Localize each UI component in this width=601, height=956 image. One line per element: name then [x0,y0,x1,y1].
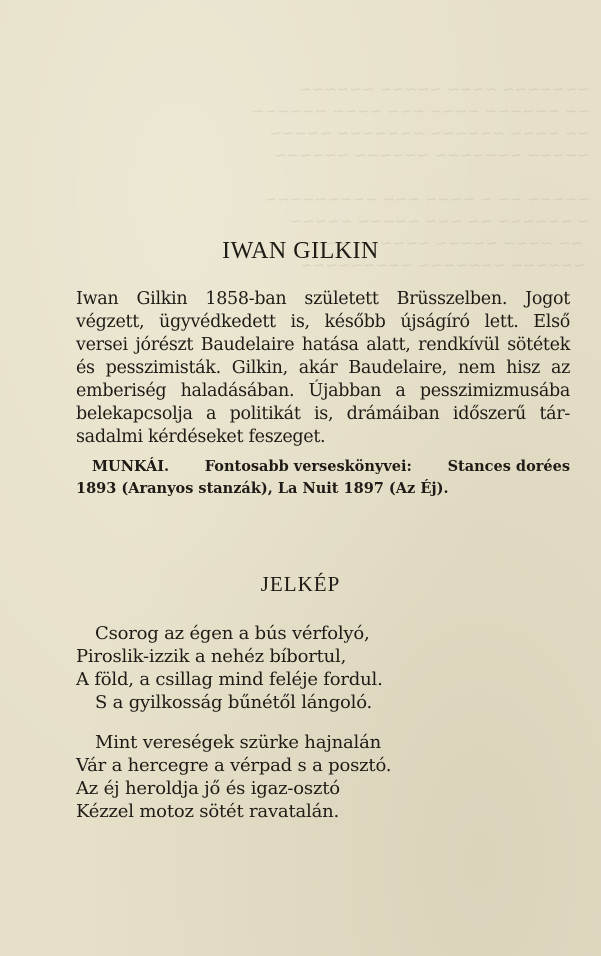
bio-line: versei jórészt Baudelaire hatása alatt, rendkívül sötétek [76,335,570,355]
works-label: MUNKÁI. [92,458,170,475]
poem-stanza-2 [76,731,576,823]
bio-line: és pesszimisták. Gilkin, akár Baudelaire, nem hisz az [76,358,570,378]
section-title: IWAN GILKIN [222,238,379,264]
poem-verse: A föld, a csillag mind feléje fordul. [76,669,383,690]
bio-line: Iwan Gilkin 1858-ban született Brüsszelben. Jogot [76,289,570,309]
bio-line: sadalmi kérdéseket feszeget. [76,427,326,447]
poem-verse: Az éj heroldja jő és igaz-osztó [76,778,340,799]
author-biography [76,288,570,449]
poem-verse: Mint vereségek szürke hajnalán [95,732,382,753]
works-section [76,456,570,500]
bleed-through-texture: ~~~~~~~ ~~~~ ~~~~~ ~~~~~~ ~~ ~~~~~~ ~~~~ ~~~ ~~~~ ~~~~~~ ~~ ~~~~ ~~~~~~ ~~~~~~~ ~~~~~ ~~~~~ ~~~~~~~ ~~~~~~ ~~~~~~ ~~~~~ ~~ ~ ~~~~ ~~~ ~~~~~~~~~ ~ ~~~~~~ ~~ ~~~ ~~~~~ ~~~~~ ~~ ~~~~ ~~~~~ ~~~~~~ ~~~~ ~~~~~~ ~~~~~~~ ~~~~~~~~~ [251,80,590,274]
poem-verse: Piroslik-izzik a nehéz bíbortul, [76,646,347,667]
poem-verse: S a gyilkosság bűnétől lángoló. [95,692,373,713]
works-line-2: 1893 (Aranyos stanzák), La Nuit 1897 (Az Éj). [76,480,449,497]
bio-line: emberiség haladásában. Újabban a pesszimizmusába [76,381,570,401]
poem-title: JELKÉP [260,572,341,596]
poem-verse: Kézzel motoz sötét ravatalán. [76,801,340,822]
poem-verse: Vár a hercegre a vérpad s a posztó. [76,755,392,776]
works-intro: Fontosabb verseskönyvei: [204,458,412,475]
poem-stanza-1 [76,622,576,714]
works-title-1: Stances dorées [447,458,570,475]
bio-line: végzett, ügyvédkedett is, később újságíró lett. Első [76,312,570,332]
bio-line: belekapcsolja a politikát is, drámáiban időszerű tár- [76,404,570,424]
poem-verse: Csorog az égen a bús vérfolyó, [95,623,370,644]
